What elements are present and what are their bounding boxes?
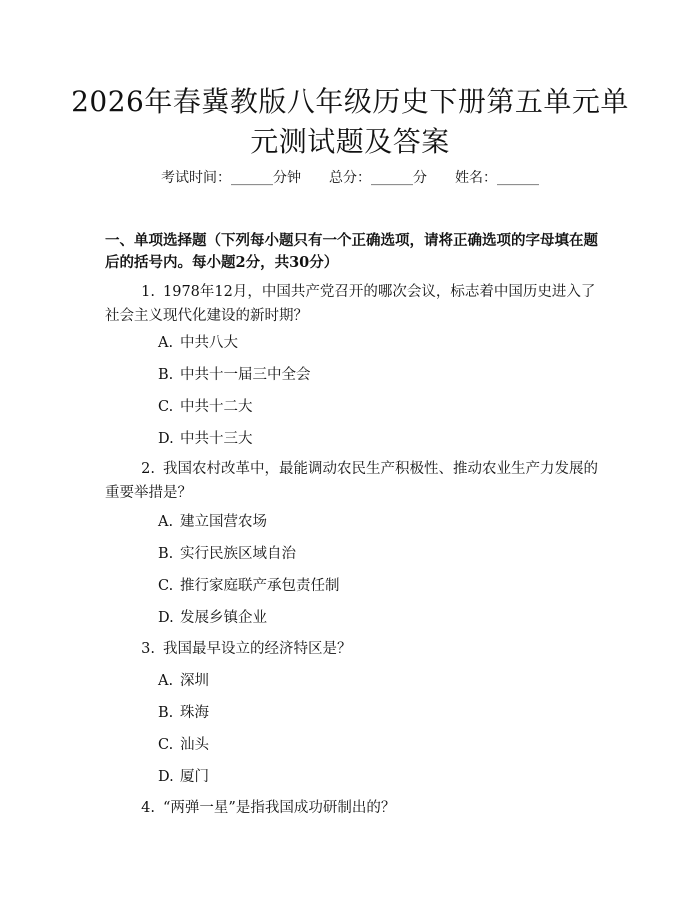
option-label: D. bbox=[158, 431, 174, 447]
option-text: 建立国营农场 bbox=[180, 514, 267, 530]
question-text: 1978年12月，中国共产党召开的哪次会议，标志着中国历史进入了社会主义现代化建设的新时期？ bbox=[105, 284, 596, 324]
exam-time-field: 考试时间：______分钟 bbox=[161, 170, 301, 186]
option-label: A. bbox=[158, 673, 174, 689]
document-title: 2026年春冀教版八年级历史下册第五单元单元测试题及答案 bbox=[71, 85, 629, 158]
option-text: 发展乡镇企业 bbox=[180, 610, 267, 626]
option-3c bbox=[158, 735, 209, 755]
option-2c bbox=[158, 576, 340, 596]
question-number: 1. bbox=[141, 284, 155, 300]
option-1c bbox=[158, 397, 253, 417]
option-1b bbox=[158, 365, 311, 385]
question-text: 我国最早设立的经济特区是？ bbox=[163, 641, 352, 657]
question-text: “两弹一星”是指我国成功研制出的？ bbox=[163, 800, 396, 816]
option-text: 深圳 bbox=[180, 673, 209, 689]
option-2a bbox=[158, 512, 267, 532]
option-text: 推行家庭联产承包责任制 bbox=[180, 578, 340, 594]
question-text: 我国农村改革中，最能调动农民生产积极性、推动农业生产力发展的重要举措是？ bbox=[105, 461, 598, 501]
question-4 bbox=[105, 796, 600, 820]
option-label: C. bbox=[158, 737, 174, 753]
option-text: 汕头 bbox=[180, 737, 209, 753]
option-label: C. bbox=[158, 399, 174, 415]
question-number: 3. bbox=[141, 641, 155, 657]
option-3d bbox=[158, 767, 209, 787]
option-1d bbox=[158, 429, 253, 449]
option-label: B. bbox=[158, 705, 174, 721]
section-heading-single-choice: 一、单项选择题（下列每小题只有一个正确选项，请将正确选项的字母填在题后的括号内。每小题2分，共30分） bbox=[105, 232, 598, 271]
total-score-field: 总分：______分 bbox=[329, 170, 427, 186]
option-text: 中共十二大 bbox=[180, 399, 253, 415]
option-2b bbox=[158, 544, 296, 564]
option-text: 珠海 bbox=[180, 705, 209, 721]
question-1 bbox=[105, 280, 600, 328]
option-3b bbox=[158, 703, 209, 723]
question-2 bbox=[105, 457, 600, 505]
option-label: A. bbox=[158, 335, 174, 351]
option-label: B. bbox=[158, 546, 174, 562]
option-text: 中共十一届三中全会 bbox=[180, 367, 311, 383]
question-3 bbox=[105, 637, 600, 661]
option-text: 厦门 bbox=[180, 769, 209, 785]
option-label: D. bbox=[158, 769, 174, 785]
exam-info-line bbox=[0, 168, 700, 188]
option-label: A. bbox=[158, 514, 174, 530]
option-3a bbox=[158, 671, 209, 691]
question-number: 2. bbox=[141, 461, 155, 477]
question-number: 4. bbox=[141, 800, 155, 816]
option-text: 中共八大 bbox=[180, 335, 238, 351]
option-label: B. bbox=[158, 367, 174, 383]
option-1a bbox=[158, 333, 238, 353]
option-2d bbox=[158, 608, 267, 628]
option-label: D. bbox=[158, 610, 174, 626]
option-label: C. bbox=[158, 578, 174, 594]
student-name-field: 姓名：______ bbox=[455, 170, 539, 186]
option-text: 中共十三大 bbox=[180, 431, 253, 447]
option-text: 实行民族区域自治 bbox=[180, 546, 296, 562]
